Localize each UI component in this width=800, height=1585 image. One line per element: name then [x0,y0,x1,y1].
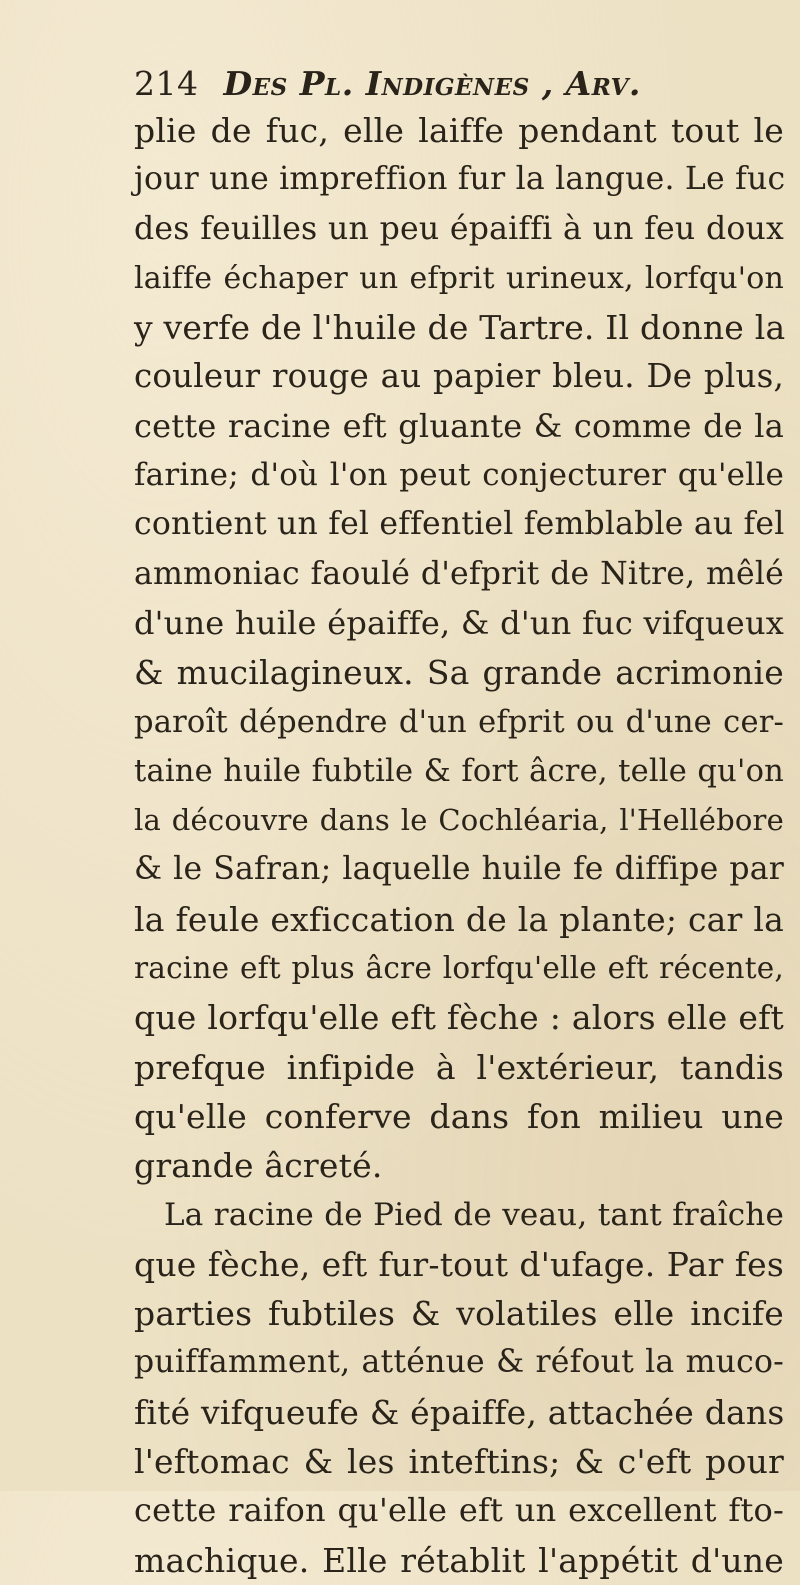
text-line: que lorfqu'elle eft fèche : alors elle eft [134,998,784,1038]
text-line: ammoniac faoulé d'efprit de Nitre, mêlé [134,555,784,592]
body-text [134,106,784,1585]
text-line: contient un fel effentiel femblable au fel [134,506,785,543]
text-line: cette racine eft gluante & comme de la [134,406,784,445]
text-line: racine eft plus âcre lorfqu'elle eft récente, [134,951,784,986]
page-number: 214 [134,64,199,103]
page-header [134,58,774,110]
text-line: laiffe échaper un efprit urineux, lorfqu'on [134,260,784,296]
text-line: cette raifon qu'elle eft un excellent fto- [134,1491,784,1530]
text-line: puiffamment, atténue & réfout la muco- [134,1344,784,1381]
text-line: jour une impreffion fur la langue. Le fuc [134,161,786,198]
text-line: prefque infipide à l'extérieur, tandis [134,1047,784,1087]
text-line: d'une huile épaiffe, & d'un fuc vifqueux [134,603,784,642]
text-line-paragraph-start: La racine de Pied de veau, tant fraîche [164,1196,784,1233]
text-line: l'eftomac & les inteftins; & c'eft pour [134,1442,784,1482]
text-line: farine; d'où l'on peut conjecturer qu'elle [134,457,784,494]
text-line: & le Safran; laquelle huile fe diffipe par [134,851,784,888]
text-line: couleur rouge au papier bleu. De plus, [134,357,784,396]
text-line: paroît dépendre d'un efprit ou d'une cer- [134,704,784,740]
text-line: fité vifqueufe & épaiffe, attachée dans [134,1392,785,1432]
text-line: & mucilagineux. Sa grande acrimonie [134,653,784,693]
text-line: que fèche, eft fur-tout d'ufage. Par fes [134,1244,784,1284]
text-line-paragraph-end: grande âcreté. [134,1146,383,1186]
text-line: y verfe de l'huile de Tartre. Il donne la [134,308,786,348]
text-line: plie de fuc, elle laiffe pendant tout le [134,111,784,150]
text-line: la découvre dans le Cochléaria, l'Hellébore [134,803,784,838]
text-line: parties fubtiles & volatiles elle incife [134,1294,784,1334]
running-title: Des Pl. Indigènes , Arv. [223,64,641,103]
text-line: qu'elle conferve dans fon milieu une [134,1096,784,1136]
text-line: machique. Elle rétablit l'appétit d'une [134,1540,784,1580]
text-line: taine huile fubtile & fort âcre, telle qu'on [134,753,784,789]
text-line: la feule exficcation de la plante; car la [134,899,784,939]
text-line: des feuilles un peu épaiffi à un feu doux [134,210,784,247]
